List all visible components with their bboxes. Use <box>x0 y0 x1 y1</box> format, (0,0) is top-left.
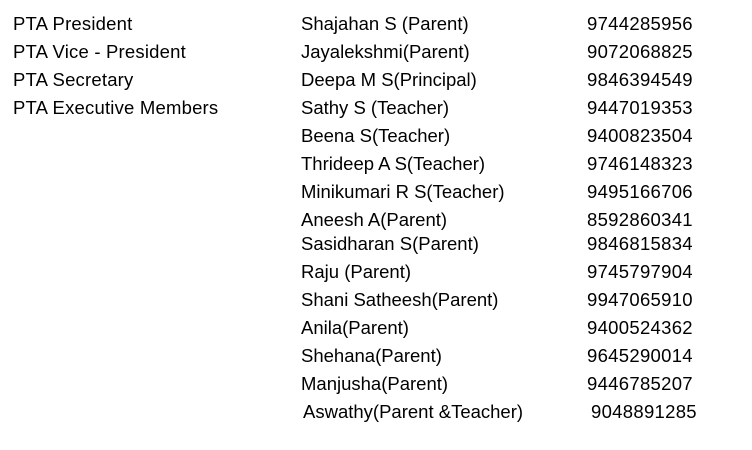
member-row <box>301 180 741 208</box>
member-row <box>301 208 741 232</box>
member-phone: 9744285956 <box>587 13 693 34</box>
member-name: Minikumari R S(Teacher) <box>301 181 505 202</box>
role-executive-members: PTA Executive Members <box>13 97 219 118</box>
member-row <box>301 124 741 152</box>
member-row <box>301 40 741 68</box>
member-name: Anila(Parent) <box>301 317 409 338</box>
member-row <box>301 316 741 344</box>
member-row <box>301 152 741 180</box>
member-row <box>301 400 741 428</box>
member-name: Beena S(Teacher) <box>301 125 451 146</box>
member-phone: 9048891285 <box>591 401 697 422</box>
member-phone: 9746148323 <box>587 153 693 174</box>
member-name: Thrideep A S(Teacher) <box>301 153 486 174</box>
member-row <box>301 232 741 260</box>
member-name: Shajahan S (Parent) <box>301 13 469 34</box>
member-name: Sathy S (Teacher) <box>301 97 450 118</box>
member-name: Aswathy(Parent &Teacher) <box>303 401 524 422</box>
member-phone: 9495166706 <box>587 181 693 202</box>
member-phone: 9846394549 <box>587 69 693 90</box>
member-phone: 9645290014 <box>587 345 693 366</box>
member-phone: 9446785207 <box>587 373 693 394</box>
member-name: Aneesh A(Parent) <box>301 209 448 230</box>
roles-column <box>13 12 283 124</box>
member-row <box>301 12 741 40</box>
role-secretary: PTA Secretary <box>13 69 134 90</box>
member-name: Raju (Parent) <box>301 261 412 282</box>
member-phone: 8592860341 <box>587 209 693 230</box>
member-phone: 9400524362 <box>587 317 693 338</box>
member-row <box>301 68 741 96</box>
member-name: Sasidharan S(Parent) <box>301 233 479 254</box>
role-president: PTA President <box>13 13 133 34</box>
member-row <box>301 288 741 316</box>
member-name: Jayalekshmi(Parent) <box>301 41 470 62</box>
member-row <box>301 96 741 124</box>
member-phone: 9846815834 <box>587 233 693 254</box>
member-name: Shani Satheesh(Parent) <box>301 289 499 310</box>
member-row <box>301 344 741 372</box>
member-phone: 9072068825 <box>587 41 693 62</box>
member-name: Manjusha(Parent) <box>301 373 449 394</box>
member-phone: 9947065910 <box>587 289 693 310</box>
member-phone: 9745797904 <box>587 261 693 282</box>
member-phone: 9447019353 <box>587 97 693 118</box>
member-name: Deepa M S(Principal) <box>301 69 477 90</box>
members-list <box>301 12 741 428</box>
member-row <box>301 372 741 400</box>
role-vice-president: PTA Vice - President <box>13 41 186 62</box>
member-name: Shehana(Parent) <box>301 345 442 366</box>
member-row <box>301 260 741 288</box>
member-phone: 9400823504 <box>587 125 693 146</box>
